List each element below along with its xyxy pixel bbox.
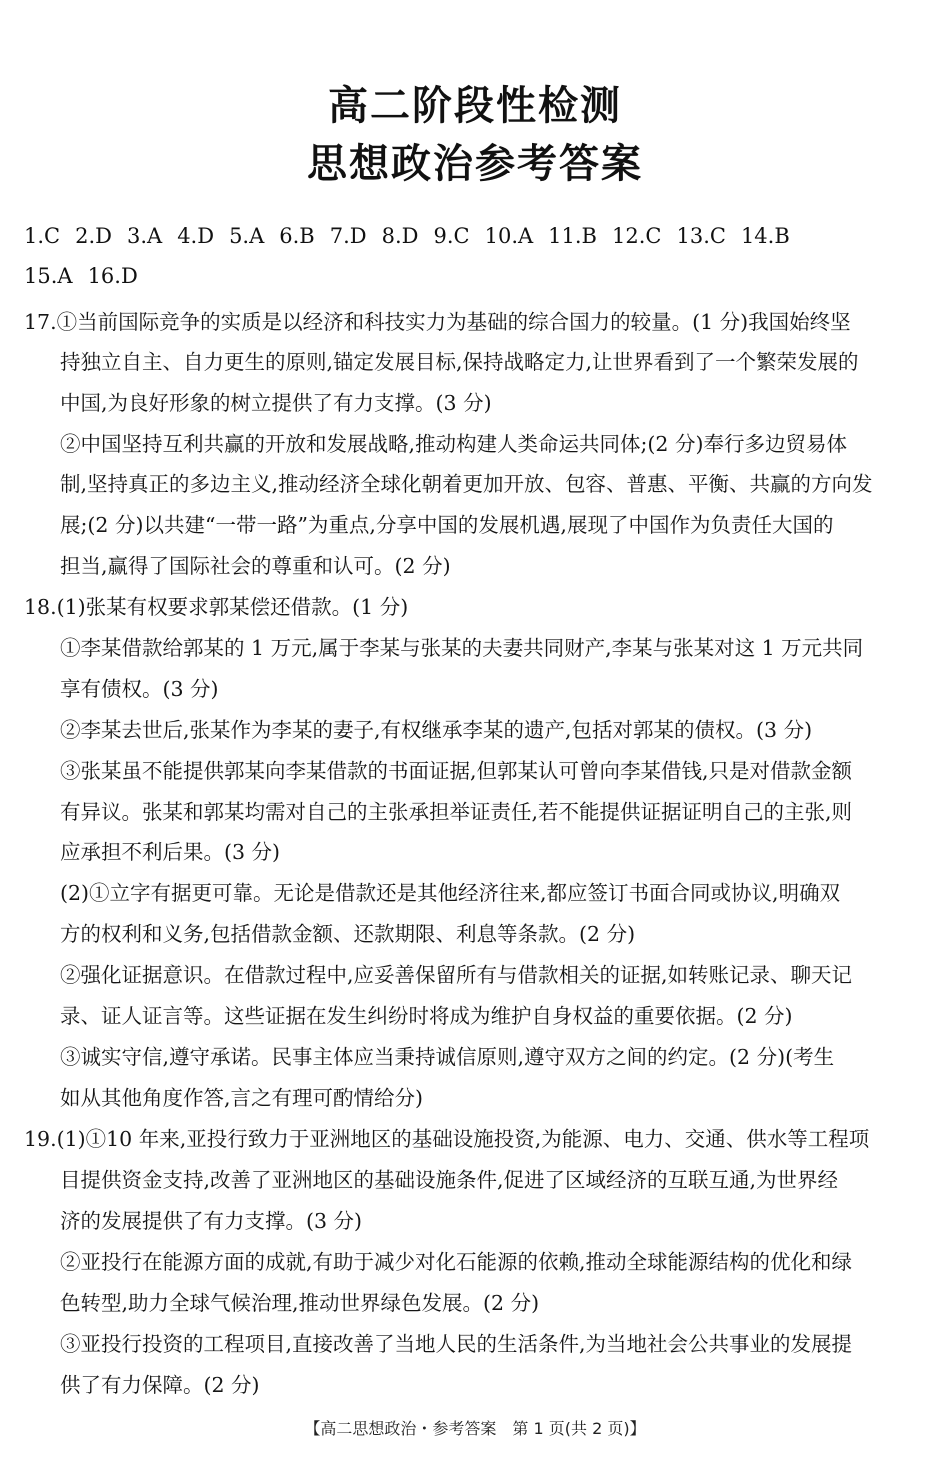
text-line: 制,坚持真正的多边主义,推动经济全球化朝着更加开放、包容、普惠、平衡、共赢的方向发 — [60, 472, 873, 496]
answer-item: 12.C — [612, 224, 662, 248]
answer-item: 7.D — [329, 224, 367, 248]
text-line: 17.①当前国际竞争的实质是以经济和科技实力为基础的综合国力的较量。(1 分)我国始终坚 — [24, 310, 851, 334]
text-line: ②亚投行在能源方面的成就,有助于减少对化石能源的依赖,推动全球能源结构的优化和绿 — [60, 1250, 853, 1274]
answer-item: 2.D — [75, 224, 112, 248]
text-line: ②李某去世后,张某作为李某的妻子,有权继承李某的遗产,包括对郭某的债权。(3 分) — [60, 718, 813, 742]
answer-item: 6.B — [279, 224, 315, 248]
page-footer: 【高二思想政治・参考答案 第 1 页(共 2 页)】 — [304, 1419, 646, 1438]
text-line: 享有债权。(3 分) — [60, 677, 219, 701]
text-line: ②强化证据意识。在借款过程中,应妥善保留所有与借款相关的证据,如转账记录、聊天记 — [60, 963, 853, 987]
text-line: 方的权利和义务,包括借款金额、还款期限、利息等条款。(2 分) — [60, 922, 636, 946]
text-line: 担当,赢得了国际社会的尊重和认可。(2 分) — [60, 554, 451, 578]
answer-item: 1.C — [24, 224, 61, 248]
answer-item: 11.B — [548, 224, 597, 248]
answer-item: 3.A — [126, 224, 163, 248]
choice-answers-row2 — [24, 264, 153, 288]
text-line: (2)①立字有据更可靠。无论是借款还是其他经济往来,都应签订书面合同或协议,明确双 — [60, 881, 841, 905]
answer-item: 4.D — [177, 224, 215, 248]
text-line: ③张某虽不能提供郭某向李某借款的书面证据,但郭某认可曾向李某借钱,只是对借款金额 — [60, 759, 853, 783]
answer-item: 8.D — [381, 224, 419, 248]
text-line: 中国,为良好形象的树立提供了有力支撑。(3 分) — [60, 391, 492, 415]
text-line: 应承担不利后果。(3 分) — [60, 840, 281, 864]
choice-answers-row1 — [24, 224, 805, 248]
text-line: 有异议。张某和郭某均需对自己的主张承担举证责任,若不能提供证据证明自己的主张,则 — [60, 800, 853, 824]
text-line: ③亚投行投资的工程项目,直接改善了当地人民的生活条件,为当地社会公共事业的发展提 — [60, 1332, 853, 1356]
text-line: 目提供资金支持,改善了亚洲地区的基础设施条件,促进了区域经济的互联互通,为世界经 — [60, 1168, 839, 1192]
page-title: 高二阶段性检测 — [328, 83, 622, 129]
text-line: 供了有力保障。(2 分) — [60, 1373, 260, 1397]
text-line: 济的发展提供了有力支撑。(3 分) — [60, 1209, 363, 1233]
text-line: 展;(2 分)以共建“一带一路”为重点,分享中国的发展机遇,展现了中国作为负责任大国的 — [60, 513, 834, 537]
answer-item: 5.A — [229, 224, 265, 248]
text-line: ①李某借款给郭某的 1 万元,属于李某与张某的夫妻共同财产,李某与张某对这 1 万元共同 — [60, 636, 864, 660]
text-line: 19.(1)①10 年来,亚投行致力于亚洲地区的基础设施投资,为能源、电力、交通、供水等工程项 — [24, 1127, 870, 1151]
answer-item: 13.C — [676, 224, 726, 248]
page-subtitle: 思想政治参考答案 — [307, 141, 643, 187]
text-line: ②中国坚持互利共赢的开放和发展战略,推动构建人类命运共同体;(2 分)奉行多边贸易体 — [60, 432, 847, 456]
text-line: 如从其他角度作答,言之有理可酌情给分) — [60, 1086, 424, 1110]
answer-item: 14.B — [740, 224, 790, 248]
answer-item: 10.A — [484, 224, 534, 248]
text-line: 18.(1)张某有权要求郭某偿还借款。(1 分) — [24, 595, 409, 619]
answer-item: 15.A — [24, 264, 73, 288]
text-line: ③诚实守信,遵守承诺。民事主体应当秉持诚信原则,遵守双方之间的约定。(2 分)(考生 — [60, 1045, 835, 1069]
text-line: 持独立自主、自力更生的原则,锚定发展目标,保持战略定力,让世界看到了一个繁荣发展的 — [60, 350, 859, 374]
text-line: 色转型,助力全球气候治理,推动世界绿色发展。(2 分) — [60, 1291, 540, 1315]
text-line: 录、证人证言等。这些证据在发生纠纷时将成为维护自身权益的重要依据。(2 分) — [60, 1004, 793, 1028]
answer-item: 9.C — [433, 224, 470, 248]
answer-item: 16.D — [87, 264, 138, 288]
